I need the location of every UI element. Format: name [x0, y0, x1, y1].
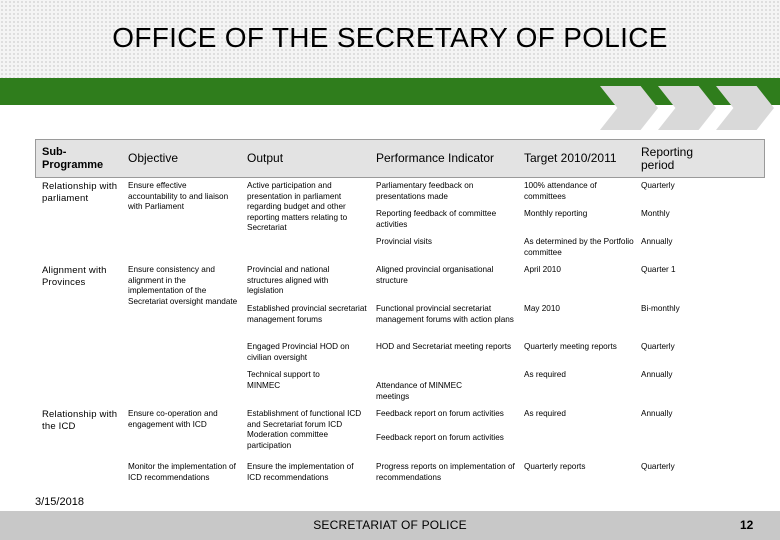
slide-title: OFFICE OF THE SECRETARY OF POLICE — [112, 22, 668, 53]
row3-objective-1: Ensure co-operation and engagement with ICD — [128, 409, 218, 429]
row2-indicator-4: Attendance of MINMEC meetings — [376, 381, 463, 401]
slide-date: 3/15/2018 — [35, 496, 84, 508]
header-performance-indicator: Performance Indicator — [376, 151, 495, 165]
row2-period-2: Bi-monthly — [641, 304, 680, 313]
row3-target-1: As required — [524, 409, 566, 418]
row1-objective: Ensure effective accountability to and liaison with Parliament — [128, 181, 229, 212]
row2-objective: Ensure consistency and alignment in the implementation of the Secretariat oversight mandate — [128, 265, 238, 306]
row1-indicator-2: Reporting feedback of committee activities — [376, 209, 497, 229]
row3-objective-2: Monitor the implementation of ICD recommendations — [128, 462, 236, 482]
row1-target-1: 100% attendance of committees — [524, 181, 597, 201]
row2-target-3: Quarterly meeting reports — [524, 342, 617, 351]
row1-period-3: Annually — [641, 237, 673, 246]
row3-output-2: Ensure the implementation of ICD recommendations — [247, 462, 354, 482]
row2-output-3: Engaged Provincial HOD on civilian oversight — [247, 342, 350, 362]
row3-period-2: Quarterly — [641, 462, 675, 471]
row3-indicator-1a: Feedback report on forum activities — [376, 409, 504, 418]
row2-target-4: As required — [524, 370, 566, 379]
header-objective: Objective — [128, 151, 179, 165]
row2-period-1: Quarter 1 — [641, 265, 676, 274]
row2-period-4: Annually — [641, 370, 673, 379]
row1-indicator-1: Parliamentary feedback on presentations made — [376, 181, 474, 201]
row1-target-2: Monthly reporting — [524, 209, 588, 218]
header-target: Target 2010/2011 — [524, 151, 617, 165]
row3-target-2: Quarterly reports — [524, 462, 586, 471]
row2-output-2: Established provincial secretariat management forums — [247, 304, 367, 324]
row3-indicator-1b: Feedback report on forum activities — [376, 433, 504, 442]
row1-target-3: As determined by the Portfolio committee — [524, 237, 634, 257]
row3-period-1: Annually — [641, 409, 673, 418]
header-reporting-period: Reporting period — [641, 144, 694, 172]
row1-period-1: Quarterly — [641, 181, 675, 190]
row3-output-1: Establishment of functional ICD and Secretariat forum ICD Moderation committee participation — [247, 409, 362, 450]
footer-text: SECRETARIAT OF POLICE — [313, 518, 467, 532]
row1-sub-programme: Relationship with parliament — [42, 181, 118, 204]
row1-indicator-3: Provincial visits — [376, 237, 432, 246]
row2-period-3: Quarterly — [641, 342, 675, 351]
row1-period-2: Monthly — [641, 209, 670, 218]
row2-indicator-1: Aligned provincial organisational structure — [376, 265, 494, 285]
row3-indicator-2: Progress reports on implementation of recommendations — [376, 462, 515, 482]
row1-output: Active participation and presentation in parliament regarding budget and other reporting matters relating to Secretariat — [247, 181, 348, 233]
row2-output-4: Technical support to MINMEC — [247, 370, 320, 390]
row2-indicator-2: Functional provincial secretariat management forums with action plans — [376, 304, 514, 324]
row2-indicator-3: HOD and Secretariat meeting reports — [376, 342, 512, 351]
page-number: 12 — [740, 518, 754, 532]
row2-sub-programme: Alignment with Provinces — [42, 265, 107, 288]
row3-sub-programme: Relationship with the ICD — [42, 409, 118, 432]
performance-table — [35, 139, 765, 507]
row2-target-2: May 2010 — [524, 304, 560, 313]
row2-output-1: Provincial and national structures aligned with legislation — [247, 265, 330, 296]
header-output: Output — [247, 151, 284, 165]
header-sub-programme: Sub-Programme — [42, 145, 104, 171]
row2-target-1: April 2010 — [524, 265, 561, 274]
